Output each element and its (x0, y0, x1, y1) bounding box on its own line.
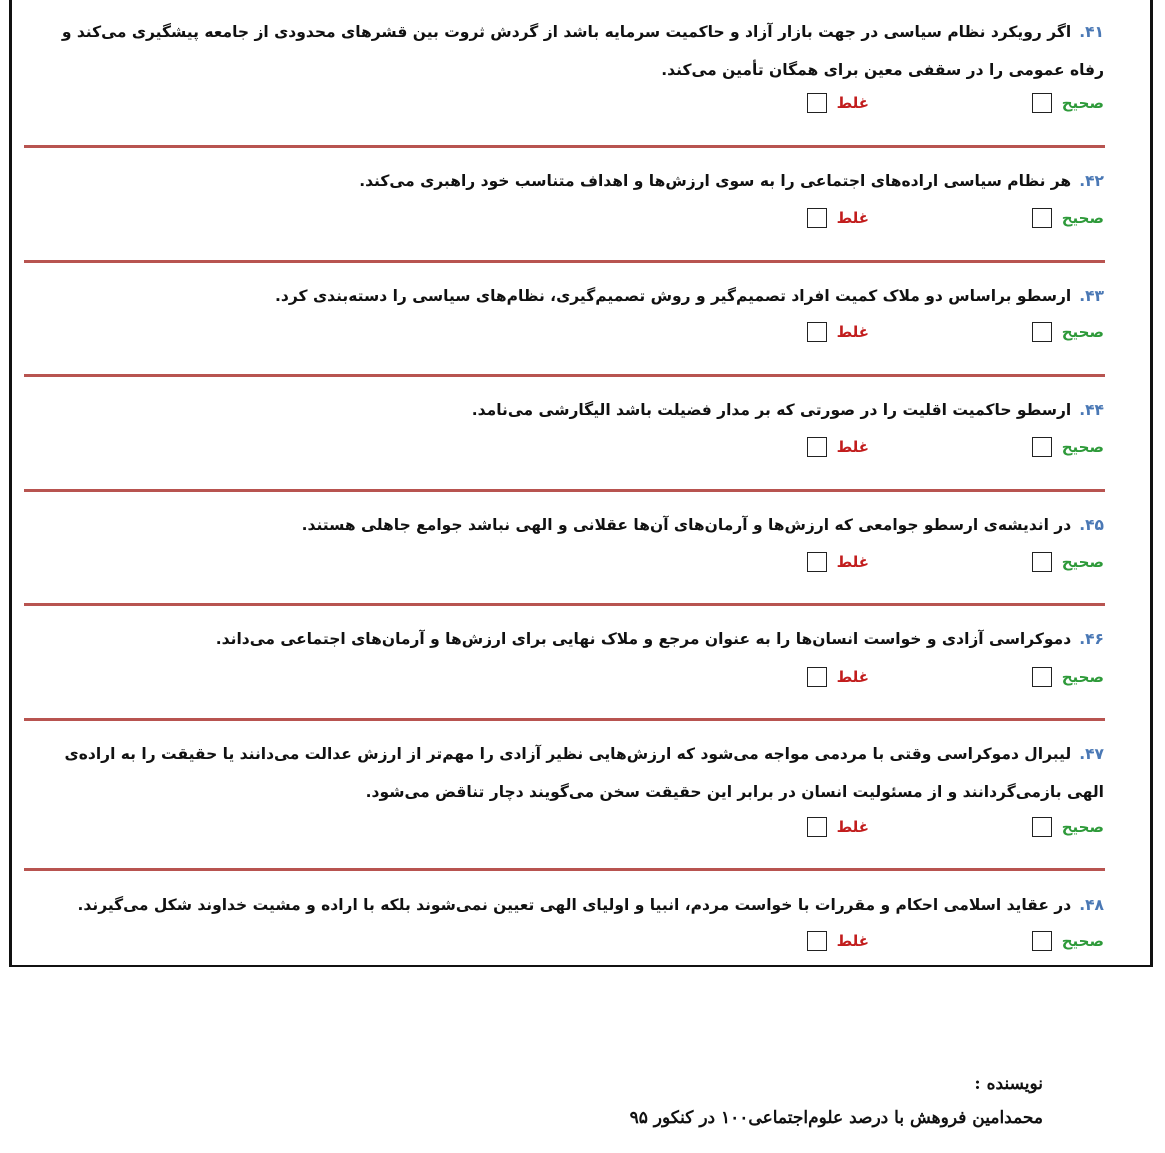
question-body: ارسطو حاکمیت اقلیت را در صورتی که بر مدار فضیلت باشد الیگارشی می‌نامد. (471, 401, 1072, 419)
false-label: غلط (836, 553, 869, 571)
separator (24, 868, 1105, 871)
true-label: صحیح (1061, 932, 1104, 950)
false-checkbox[interactable] (807, 931, 827, 951)
true-checkbox[interactable] (1032, 437, 1052, 457)
false-checkbox[interactable] (807, 667, 827, 687)
option-true[interactable] (1032, 931, 1104, 951)
false-label: غلط (836, 932, 869, 950)
question-body: لیبرال دموکراسی وقتی با مردمی مواجه می‌شود که ارزش‌هایی نظیر آزادی را مهم‌تر از ارزش عدالت می‌دانند یا حقیقت را به اراده‌ی الهی بازمی‌گردانند و از مسئولیت انسان در برابر این حقیقت سخن می‌گویند دچار تناقض می‌شود. (64, 745, 1104, 801)
true-label: صحیح (1061, 323, 1104, 341)
question-body: ارسطو براساس دو ملاک کمیت افراد تصمیم‌گیر و روش تصمیم‌گیری، نظام‌های سیاسی را دسته‌بندی کرد. (275, 287, 1072, 305)
question-text (24, 391, 1104, 429)
question-body: دموکراسی آزادی و خواست انسان‌ها را به عنوان مرجع و ملاک نهایی برای ارزش‌ها و آرمان‌های اجتماعی می‌داند. (215, 630, 1072, 648)
question-46 (24, 620, 1104, 710)
separator (24, 718, 1105, 721)
question-44 (24, 391, 1104, 481)
false-label: غلط (836, 209, 869, 227)
question-number: ۴۳. (1079, 287, 1104, 305)
question-number: ۴۴. (1079, 401, 1104, 419)
separator (24, 145, 1105, 148)
option-true[interactable] (1032, 208, 1104, 228)
question-47 (24, 735, 1104, 860)
false-label: غلط (836, 668, 869, 686)
option-false[interactable] (807, 437, 869, 457)
true-checkbox[interactable] (1032, 931, 1052, 951)
question-text (24, 13, 1104, 89)
question-text (24, 886, 1104, 924)
true-checkbox[interactable] (1032, 322, 1052, 342)
option-true[interactable] (1032, 93, 1104, 113)
question-sheet (9, 0, 1153, 967)
option-false[interactable] (807, 817, 869, 837)
false-label: غلط (836, 818, 869, 836)
option-false[interactable] (807, 93, 869, 113)
option-true[interactable] (1032, 552, 1104, 572)
question-number: ۴۲. (1079, 172, 1104, 190)
author-name: محمدامین فروهش با درصد علوم‌اجتماعی۱۰۰ در کنکور ۹۵ (629, 1108, 1043, 1128)
true-label: صحیح (1061, 818, 1104, 836)
question-48 (24, 886, 1104, 966)
false-checkbox[interactable] (807, 552, 827, 572)
question-body: در عقاید اسلامی احکام و مقررات با خواست مردم، انبیا و اولیای الهی تعیین نمی‌شوند بلکه با اراده و مشیت خداوند شکل می‌گیرند. (77, 896, 1072, 914)
true-label: صحیح (1061, 553, 1104, 571)
question-42 (24, 162, 1104, 252)
question-number: ۴۶. (1079, 630, 1104, 648)
true-checkbox[interactable] (1032, 552, 1052, 572)
false-checkbox[interactable] (807, 208, 827, 228)
author-label: نویسنده : (974, 1074, 1043, 1094)
option-true[interactable] (1032, 322, 1104, 342)
option-false[interactable] (807, 322, 869, 342)
option-false[interactable] (807, 667, 869, 687)
question-text (24, 506, 1104, 544)
question-number: ۴۱. (1079, 23, 1104, 41)
question-45 (24, 506, 1104, 596)
false-checkbox[interactable] (807, 322, 827, 342)
true-label: صحیح (1061, 94, 1104, 112)
option-false[interactable] (807, 931, 869, 951)
false-label: غلط (836, 323, 869, 341)
false-label: غلط (836, 94, 869, 112)
question-number: ۴۷. (1079, 745, 1104, 763)
false-label: غلط (836, 438, 869, 456)
true-checkbox[interactable] (1032, 93, 1052, 113)
true-checkbox[interactable] (1032, 208, 1052, 228)
option-false[interactable] (807, 208, 869, 228)
option-false[interactable] (807, 552, 869, 572)
true-label: صحیح (1061, 668, 1104, 686)
true-checkbox[interactable] (1032, 667, 1052, 687)
question-43 (24, 277, 1104, 367)
separator (24, 489, 1105, 492)
separator (24, 374, 1105, 377)
false-checkbox[interactable] (807, 93, 827, 113)
question-text (24, 277, 1104, 315)
separator (24, 260, 1105, 263)
option-true[interactable] (1032, 667, 1104, 687)
question-text (24, 735, 1104, 811)
question-41 (24, 13, 1104, 138)
question-number: ۴۵. (1079, 516, 1104, 534)
false-checkbox[interactable] (807, 817, 827, 837)
separator (24, 603, 1105, 606)
question-body: در اندیشه‌ی ارسطو جوامعی که ارزش‌ها و آرمان‌های آن‌ها عقلانی و الهی نباشد جوامع جاهلی هستند. (301, 516, 1072, 534)
true-label: صحیح (1061, 438, 1104, 456)
question-body: هر نظام سیاسی اراده‌های اجتماعی را به سوی ارزش‌ها و اهداف متناسب خود راهبری می‌کند. (359, 172, 1072, 190)
option-true[interactable] (1032, 817, 1104, 837)
question-text (24, 162, 1104, 200)
author-block (630, 1074, 1043, 1128)
true-checkbox[interactable] (1032, 817, 1052, 837)
false-checkbox[interactable] (807, 437, 827, 457)
true-label: صحیح (1061, 209, 1104, 227)
option-true[interactable] (1032, 437, 1104, 457)
question-number: ۴۸. (1079, 896, 1104, 914)
question-body: اگر رویکرد نظام سیاسی در جهت بازار آزاد و حاکمیت سرمایه باشد از گردش ثروت بین قشرهای محدودی از جامعه پیشگیری می‌کند و رفاه عمومی را در سقفی معین برای همگان تأمین می‌کند. (61, 23, 1104, 79)
question-text (24, 620, 1104, 658)
